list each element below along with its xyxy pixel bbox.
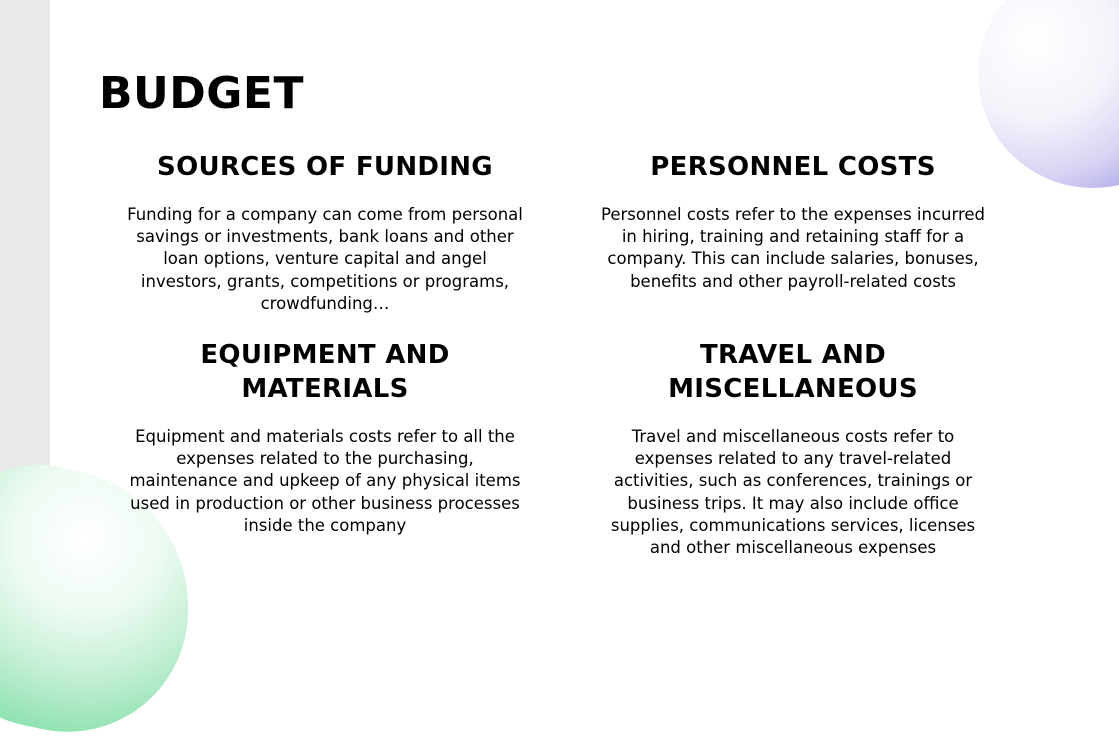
section-body: Equipment and materials costs refer to all the expenses related to the purchasing, maintenance and upkeep of any physical items used in production or other business processes inside the company xyxy=(129,427,521,535)
section-body: Funding for a company can come from personal savings or investments, bank loans and other loan options, venture capital and angel investors, grants, competitions or programs, crowdfunding… xyxy=(127,205,523,313)
section-heading: PERSONNEL COSTS xyxy=(650,152,936,182)
section-personnel-costs xyxy=(593,150,993,293)
top-right-gradient-blob xyxy=(978,0,1119,188)
section-travel-and-miscellaneous xyxy=(593,338,993,559)
section-heading: EQUIPMENT AND MATERIALS xyxy=(200,340,450,404)
section-equipment-and-materials xyxy=(125,338,525,537)
section-heading: SOURCES OF FUNDING xyxy=(157,152,493,182)
section-sources-of-funding xyxy=(125,150,525,315)
section-body: Travel and miscellaneous costs refer to expenses related to any travel-related activities, such as conferences, trainings or business trips. It may also include office supplies, communications services, licenses and other miscellaneous expenses xyxy=(610,427,976,558)
page-title: BUDGET xyxy=(99,68,304,119)
section-body: Personnel costs refer to the expenses incurred in hiring, training and retaining staff for a company. This can include salaries, bonuses, benefits and other payroll-related costs xyxy=(600,205,986,291)
section-heading: TRAVEL AND MISCELLANEOUS xyxy=(668,340,918,404)
